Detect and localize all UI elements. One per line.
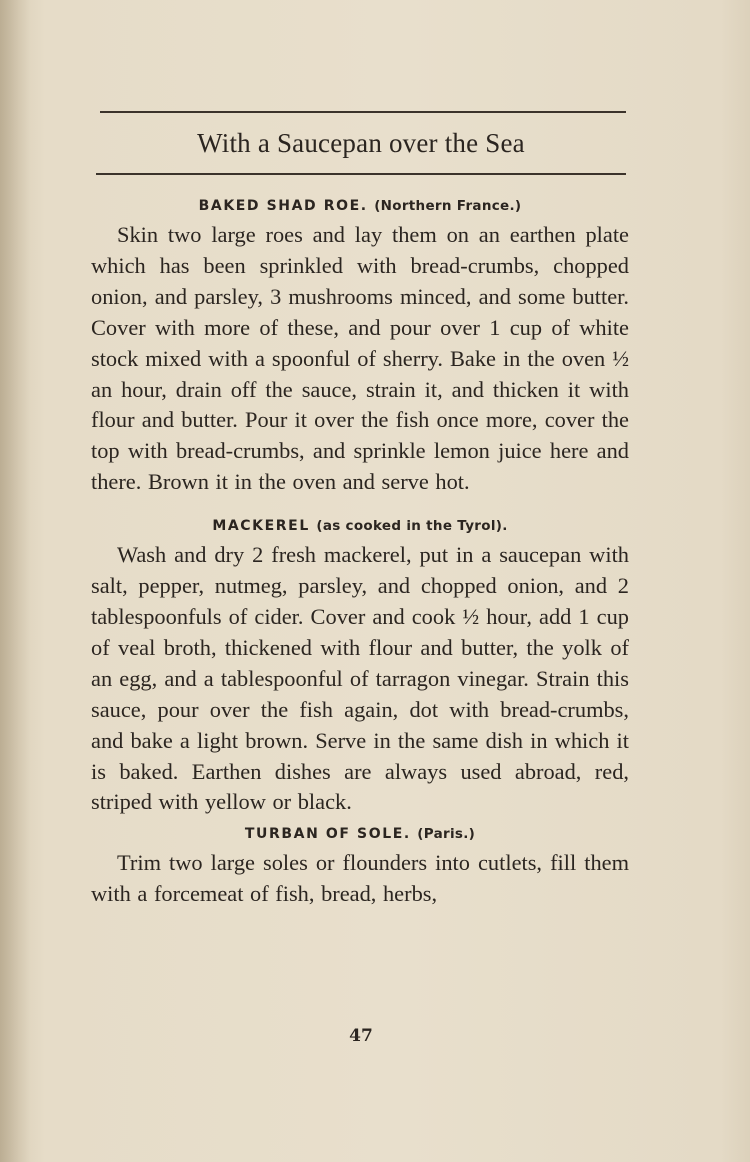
recipe-body: Trim two large soles or flounders into cutlets, fill them with a forcemeat of fish, bread, herbs,	[91, 850, 629, 907]
recipe-origin: (Northern France.)	[374, 198, 522, 214]
header-rule-top	[100, 111, 626, 113]
recipe-name: BAKED SHAD ROE.	[198, 198, 368, 214]
recipe-origin: (as cooked in the Tyrol).	[316, 518, 508, 535]
header-rule-bottom	[96, 173, 626, 175]
recipe-name: TURBAN OF SOLE.	[244, 826, 411, 843]
page-number: 47	[349, 1026, 373, 1046]
recipe-title	[91, 192, 629, 220]
recipe-origin: (Paris.)	[417, 826, 476, 843]
recipe-body: Skin two large roes and lay them on an earthen plate which has been sprinkled with bread-crumbs, chopped onion, and parsley, 3 mushrooms minced, and some butter. Cover with more of these, and pour over 1 cup of white stock mixed with a spoonful of sherry. Bake in the oven ½ an hour, drain off the sauce, strain it, and thicken it with flour and butter. Pour it over the fish once more, cover the top with bread-crumbs, and sprinkle lemon juice here and there. Brown it in the oven and serve hot.	[91, 222, 629, 495]
recipe-title	[91, 512, 629, 540]
page-content	[91, 192, 629, 910]
recipe-body: Wash and dry 2 fresh mackerel, put in a saucepan with salt, pepper, nutmeg, parsley, and chopped onion, and 2 tablespoonfuls of cider. Cover and cook ½ hour, add 1 cup of veal broth, thickened with flour and butter, the yolk of an egg, and a tablespoonful of tarragon vinegar. Strain this sauce, pour over the fish again, dot with bread-crumbs, and bake a light brown. Serve in the same dish in which it is baked. Earthen dishes are always used abroad, red, striped with yellow or black.	[91, 542, 629, 815]
running-head: With a Saucepan over the Sea	[197, 128, 525, 158]
gutter-shadow	[0, 0, 30, 1162]
recipe-title	[91, 820, 629, 848]
recipe-name: MACKEREL	[212, 518, 310, 535]
